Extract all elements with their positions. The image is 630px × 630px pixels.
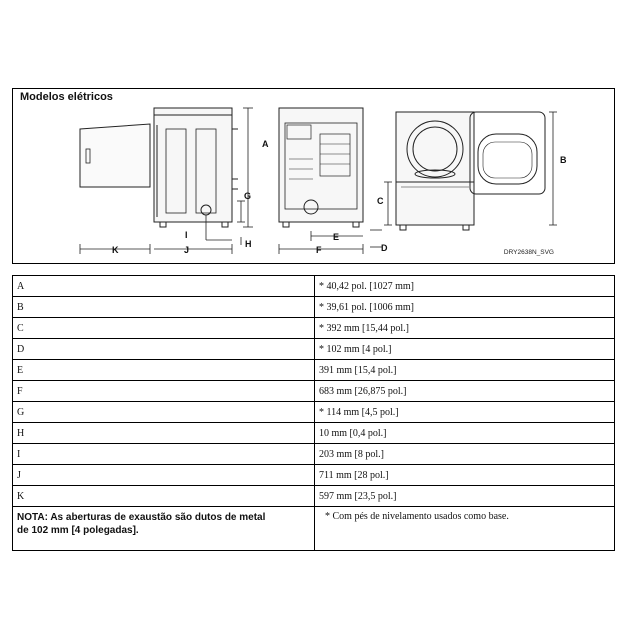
figure-title: Modelos elétricos (20, 91, 113, 103)
side-view-door (80, 124, 150, 187)
dimension-label: E (13, 360, 315, 381)
rear-view-body (279, 108, 363, 227)
dimension-label: A (13, 276, 315, 297)
dryer-dimension-figure (12, 88, 615, 264)
table-row (13, 465, 615, 486)
table-row (13, 402, 615, 423)
dimensions-table (12, 275, 615, 551)
dim-label-d: D (381, 243, 388, 253)
table-row (13, 276, 615, 297)
dim-label-f: F (316, 245, 322, 255)
dimension-value: 683 mm [26,875 pol.] (315, 381, 615, 402)
dimension-label: B (13, 297, 315, 318)
table-row (13, 486, 615, 507)
table-row (13, 318, 615, 339)
dim-label-a: A (262, 139, 269, 149)
dim-label-c: C (377, 196, 384, 206)
table-row (13, 360, 615, 381)
note-line-1: NOTA: As aberturas de exaustão são dutos de metal (17, 512, 266, 523)
dimension-label: H (13, 423, 315, 444)
note-cell (13, 507, 315, 551)
dim-label-b: B (560, 155, 567, 165)
table-row (13, 444, 615, 465)
dimension-label: C (13, 318, 315, 339)
dim-label-i: I (185, 230, 188, 240)
dim-label-h: H (245, 239, 252, 249)
side-view-body (154, 108, 238, 227)
dimension-label: F (13, 381, 315, 402)
dimension-label: I (13, 444, 315, 465)
dimension-value: * 39,61 pol. [1006 mm] (315, 297, 615, 318)
dimension-label: J (13, 465, 315, 486)
dimension-value: 203 mm [8 pol.] (315, 444, 615, 465)
dimension-value: * 392 mm [15,44 pol.] (315, 318, 615, 339)
footnote-text: * Com pés de nivelamento usados como base. (325, 511, 509, 522)
figure-code: DRY2638N_SVG (503, 249, 554, 256)
footnote-cell (315, 507, 615, 551)
note-row (13, 507, 615, 551)
dimension-value: 10 mm [0,4 pol.] (315, 423, 615, 444)
dimension-value: 597 mm [23,5 pol.] (315, 486, 615, 507)
dim-label-g: G (244, 191, 252, 201)
dim-label-e: E (333, 232, 340, 242)
dryer-diagram (13, 89, 616, 265)
dimension-value: 391 mm [15,4 pol.] (315, 360, 615, 381)
dim-label-j: J (184, 245, 190, 255)
dimension-value: * 102 mm [4 pol.] (315, 339, 615, 360)
dimension-label: D (13, 339, 315, 360)
table-row (13, 381, 615, 402)
dimension-label: G (13, 402, 315, 423)
table-row (13, 297, 615, 318)
table-row (13, 423, 615, 444)
dimension-value: 711 mm [28 pol.] (315, 465, 615, 486)
dim-label-k: K (112, 245, 119, 255)
note-line-2: de 102 mm [4 polegadas]. (17, 525, 139, 536)
dimension-value: * 40,42 pol. [1027 mm] (315, 276, 615, 297)
dimension-value: * 114 mm [4,5 pol.] (315, 402, 615, 423)
front-view-body (396, 112, 545, 230)
dimension-label: K (13, 486, 315, 507)
table-row (13, 339, 615, 360)
